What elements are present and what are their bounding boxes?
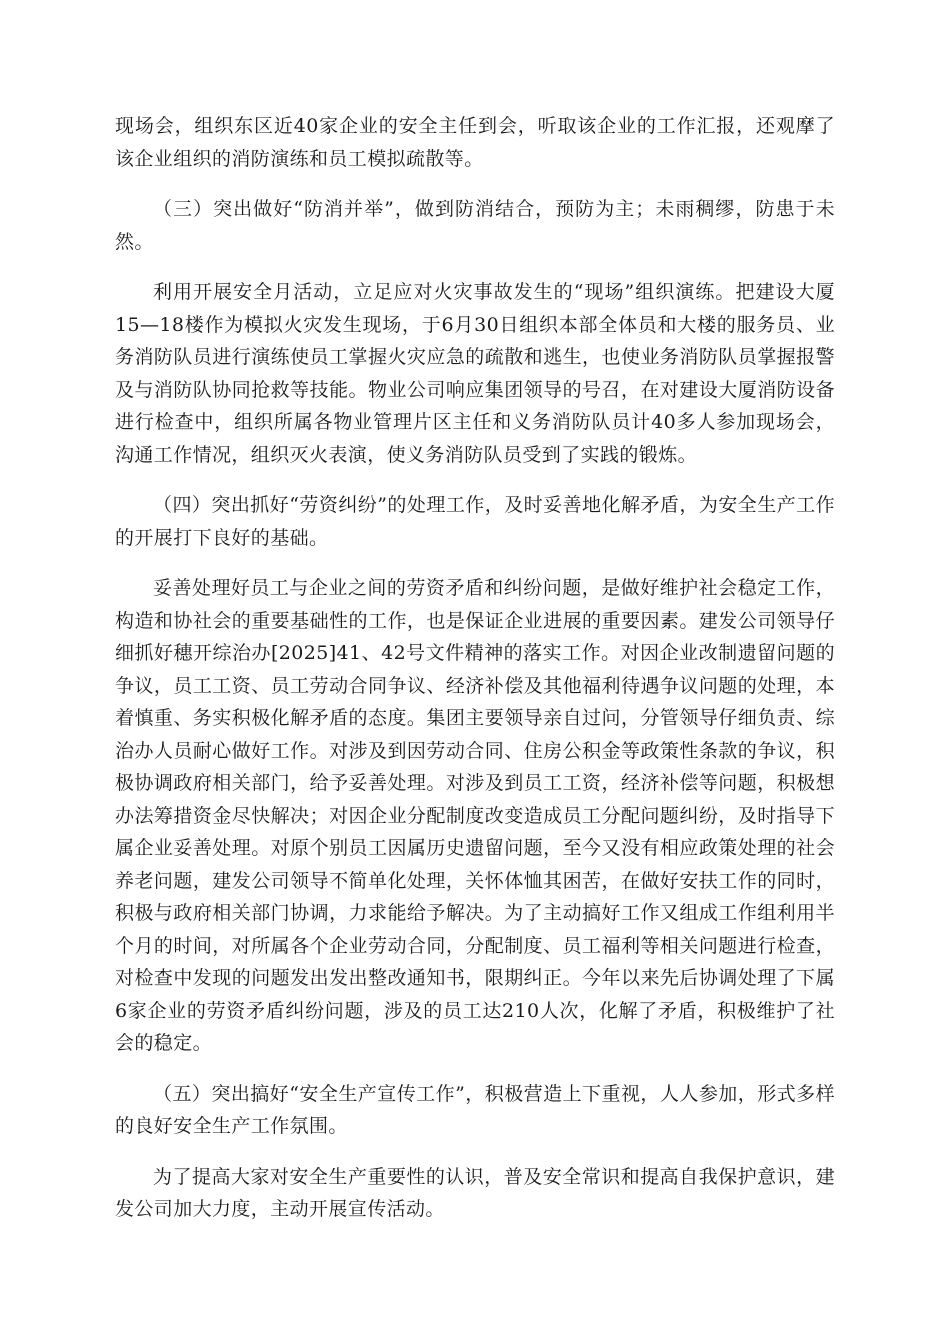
section-heading-5: （五）突出搞好“安全生产宣传工作”，积极营造上下重视，人人参加，形式多样的良好安全生产工作氛围。 [115,1082,835,1137]
document-body [115,110,835,1244]
paragraph-labor-disputes: 妥善处理好员工与企业之间的劳资矛盾和纠纷问题，是做好维护社会稳定工作，构造和协社会的重要基础性的工作，也是保证企业进展的重要因素。建发公司领导仔细抓好穗开综治办[2025]41、42号文件精神的落实工作。对因企业改制遗留问题的争议，员工工资、员工劳动合同争议、经济补偿及其他福利待遇争议问题的处理，本着慎重、务实积极化解矛盾的态度。集团主要领导亲自过问，分管领导仔细负责、综治办人员耐心做好工作。对涉及到因劳动合同、住房公积金等政策性条款的争议，积极协调政府相关部门，给予妥善处理。对涉及到员工工资，经济补偿等问题，积极想办法筹措资金尽快解决；对因企业分配制度改变造成员工分配问题纠纷，及时指导下属企业妥善处理。对原个别员工因属历史遗留问题，至今又没有相应政策处理的社会养老问题，建发公司领导不简单化处理，关怀体恤其困苦，在做好安扶工作的同时，积极与政府相关部门协调，力求能给予解决。为了主动搞好工作又组成工作组利用半个月的时间，对所属各个企业劳动合同，分配制度、员工福利等相关问题进行检查，对检查中发现的问题发出发出整改通知书，限期纠正。今年以来先后协调处理了下属6家企业的劳资矛盾纠纷问题，涉及的员工达210人次，化解了矛盾，积极维护了社会的稳定。 [115,577,835,1054]
section-heading-3: （三）突出做好“防消并举”，做到防消结合，预防为主；未雨稠缪，防患于未然。 [115,198,835,253]
paragraph-publicity: 为了提高大家对安全生产重要性的认识，普及安全常识和提高自我保护意识，建发公司加大力度，主动开展宣传活动。 [115,1165,835,1220]
section-heading-4: （四）突出抓好“劳资纠纷”的处理工作，及时妥善地化解矛盾，为安全生产工作的开展打下良好的基础。 [115,494,835,549]
paragraph-continuation: 现场会，组织东区近40家企业的安全主任到会，听取该企业的工作汇报，还观摩了该企业组织的消防演练和员工模拟疏散等。 [115,115,835,170]
paragraph-drill: 利用开展安全月活动，立足应对火灾事故发生的“现场”组织演练。把建设大厦15—18楼作为模拟火灾发生现场，于6月30日组织本部全体员和大楼的服务员、业务消防队员进行演练使员工掌握火灾应急的疏散和逃生，也使业务消防队员掌握报警及与消防队协同抢救等技能。物业公司响应集团领导的号召，在对建设大厦消防设备进行检查中，组织所属各物业管理片区主任和义务消防队员计40多人参加现场会，沟通工作情况，组织灭火表演，使义务消防队员受到了实践的锻炼。 [115,281,835,466]
